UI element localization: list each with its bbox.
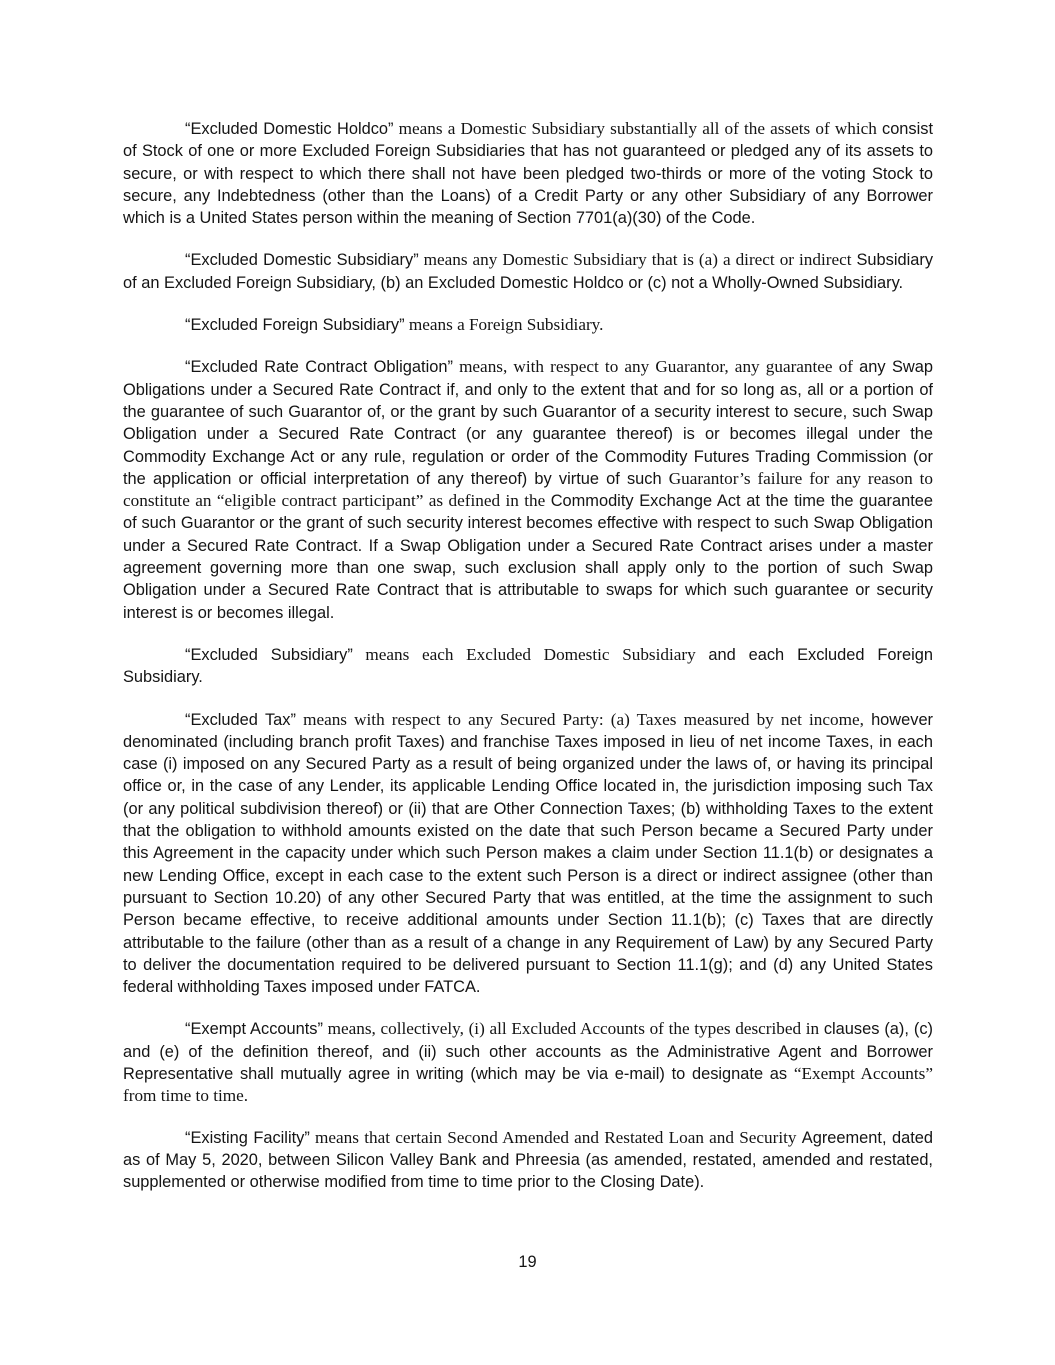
text-run: means any Domestic Subsidiary that is (a) a direct or indirect	[418, 250, 857, 270]
paragraph	[123, 1127, 933, 1194]
paragraph	[123, 644, 933, 689]
text-run: consist of Stock of one or more Excluded Foreign Subsidiaries that has not guaranteed or pledged any of its assets to secure, or with respect to which there shall not have been pledged two-thirds or more of the voting Stock to secure, any Indebtedness (other than the Loans) of a Credit Party or any other Subsidiary of any Borrower which is a United States person within the meaning of Section 7701(a)(30) of the Code.	[123, 120, 934, 228]
defined-term: “Excluded Domestic Holdco”	[185, 120, 394, 138]
defined-term: “Exempt Accounts”	[185, 1020, 323, 1039]
text-run: Subsidiary of an Excluded Foreign Subsidiary, (b) an Excluded Domestic Holdco or (c) not a Wholly-Owned Subsidiary.	[123, 251, 934, 292]
defined-term: “Excluded Subsidiary”	[185, 645, 353, 664]
text-run: means, collectively, (i) all Excluded Accounts of the types described in	[322, 1019, 824, 1039]
document-body	[123, 118, 933, 1193]
defined-term: “Excluded Foreign Subsidiary”	[185, 316, 405, 335]
text-run: however denominated (including branch profit Taxes) and franchise Taxes imposed in lieu of net income Taxes, in each case (i) imposed on any Secured Party as a result of being organized under the laws of, or having its principal office or, in the case of any Lender, its applicable Lending Office located in, the jurisdiction imposing such Tax (or any political subdivision thereof) or (ii) that are Other Connection Taxes; (b) withholding Taxes to the extent that the obligation to withhold amounts existed on the date that such Person became a Secured Party under this Agreement in the capacity under which such Person makes a claim under Section 11.1(b) or designates a new Lending Office, except in each case to the extent such Person is a direct or indirect assignee (other than pursuant to Section 10.20) of any other Secured Party that was entitled, at the time the assignment to such Person became effective, to receive additional amounts under Section 11.1(b); (c) Taxes that are directly attributable to the failure (other than as a result of a change in any Requirement of Law) by any Secured Party to deliver the documentation required to be delivered pursuant to Section 11.1(g); and (d) any United States federal withholding Taxes imposed under FATCA.	[123, 710, 934, 997]
paragraph	[123, 118, 933, 229]
defined-term: “Excluded Domestic Subsidiary”	[185, 251, 419, 270]
paragraph	[123, 709, 933, 999]
text-run: means each Excluded Domestic Subsidiary	[352, 644, 709, 664]
text-run: clauses (a), (c) and (e) of the definition thereof, and (ii) such other accounts as the Administrative Agent and Borrower Representative shall mutually agree in writing (which may be via e-mail) to designate as	[123, 1020, 933, 1083]
text-run: means a Domestic Subsidiary substantially all of the assets of which	[393, 119, 882, 138]
paragraph	[123, 1018, 933, 1106]
text-run: any Swap Obligations under a Secured Rate Contract if, and only to the extent that and for so long as, all or a portion of the guarantee of such Guarantor of, or the grant by such Guarantor of a security interest to secure, such Swap Obligation under a Secured Rate Contract (or any guarantee thereof) is or becomes illegal under the Commodity Exchange Act or any rule, regulation or order of the Commodity Futures Trading Commission (or the application or official interpretation of any thereof) by virtue of such	[123, 358, 933, 488]
text-run: Guarantor’s failure for any reason to constitute an “eligible contract participant” as defined in the	[123, 468, 933, 511]
defined-term: “Excluded Rate Contract Obligation”	[185, 358, 453, 377]
paragraph	[123, 356, 933, 624]
text-run: means a Foreign Subsidiary.	[404, 315, 604, 335]
text-run: Commodity Exchange Act at the time the guarantee of such Guarantor or the grant of such security interest becomes effective with respect to such Swap Obligation under a Secured Rate Contract. If a Swap Obligation under a Secured Rate Contract arises under a master agreement governing more than one swap, such exclusion shall apply only to the portion of such Swap Obligation under a Secured Rate Contract that is attributable to swaps for which such guarantee or security interest is or becomes illegal.	[123, 492, 933, 622]
text-run: means, with respect to any Guarantor, any guarantee of	[452, 357, 860, 377]
page-number: 19	[518, 1253, 537, 1271]
text-run: “Exempt Accounts” from time to time.	[123, 1063, 933, 1106]
text-run: Agreement, dated as of May 5, 2020, between Silicon Valley Bank and Phreesia (as amended, restated, amended and restated, supplemented or otherwise modified from time to time prior to the Closing Date).	[123, 1128, 934, 1192]
defined-term: “Existing Facility”	[185, 1128, 310, 1147]
text-run: and each Excluded Foreign Subsidiary.	[123, 645, 933, 687]
paragraph	[123, 249, 933, 294]
paragraph	[123, 314, 933, 336]
text-run: means that certain Second Amended and Restated Loan and Security	[309, 1127, 802, 1147]
defined-term: “Excluded Tax”	[185, 710, 296, 729]
text-run: means with respect to any Secured Party: (a) Taxes measured by net income,	[295, 709, 872, 729]
